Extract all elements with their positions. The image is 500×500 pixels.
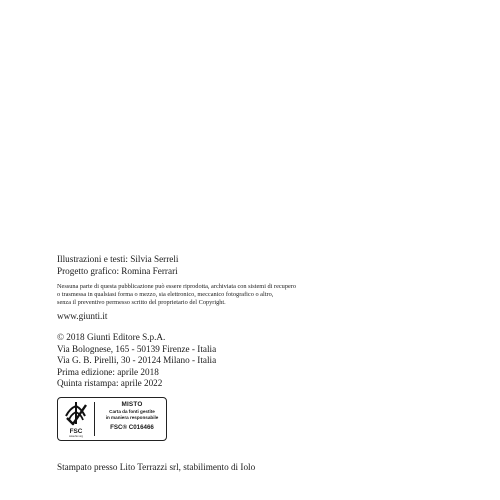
fsc-tree-checkmark-icon <box>61 400 91 428</box>
milan-address: Via G. B. Pirelli, 30 - 20124 Milano - Italia <box>57 355 217 366</box>
fsc-category: MISTO <box>121 401 143 408</box>
notice-line: Nessuna parte di questa pubblicazione può essere riprodotta, archiviata con sistemi di recupero <box>57 283 297 290</box>
fsc-certification-label <box>57 397 167 441</box>
fsc-license-code: FSC® C016466 <box>110 424 154 432</box>
reprint-edition: Quinta ristampa: aprile 2022 <box>57 378 163 389</box>
publisher-website <box>57 311 457 323</box>
printer-credit: Stampato presso Lito Terrazzi srl, stabilimento di Iolo <box>57 462 256 472</box>
copyright-line: © 2018 Giunti Editore S.p.A. <box>57 332 166 342</box>
design-credit: Progetto grafico: Romina Ferrari <box>57 265 178 276</box>
copyright-notice <box>57 283 457 308</box>
credits-block <box>57 254 457 277</box>
fsc-logo <box>61 400 91 438</box>
first-edition: Prima edizione: aprile 2018 <box>57 366 159 377</box>
notice-line: o trasmessa in qualsiasi forma o mezzo, sia elettronico, meccanico fotografico o altro, <box>57 291 274 299</box>
fsc-logo-url: www.fsc.org <box>69 435 83 438</box>
fsc-logo-label: FSC <box>69 428 83 435</box>
florence-address: Via Bolognese, 165 - 50139 Firenze - Italia <box>57 343 217 354</box>
website-text: www.giunti.it <box>57 311 108 321</box>
fsc-description-line2: in maniera responsabile <box>105 414 159 420</box>
illustrations-credit: Illustrazioni e testi: Silvia Serreli <box>57 254 179 264</box>
imprint-block <box>57 332 457 390</box>
fsc-description-line1: Carta da fonti gestite <box>109 409 155 414</box>
notice-line: senza il preventivo permesso scritto del proprietario del Copyright. <box>57 299 226 307</box>
fsc-divider <box>94 402 95 436</box>
fsc-text <box>98 401 166 432</box>
